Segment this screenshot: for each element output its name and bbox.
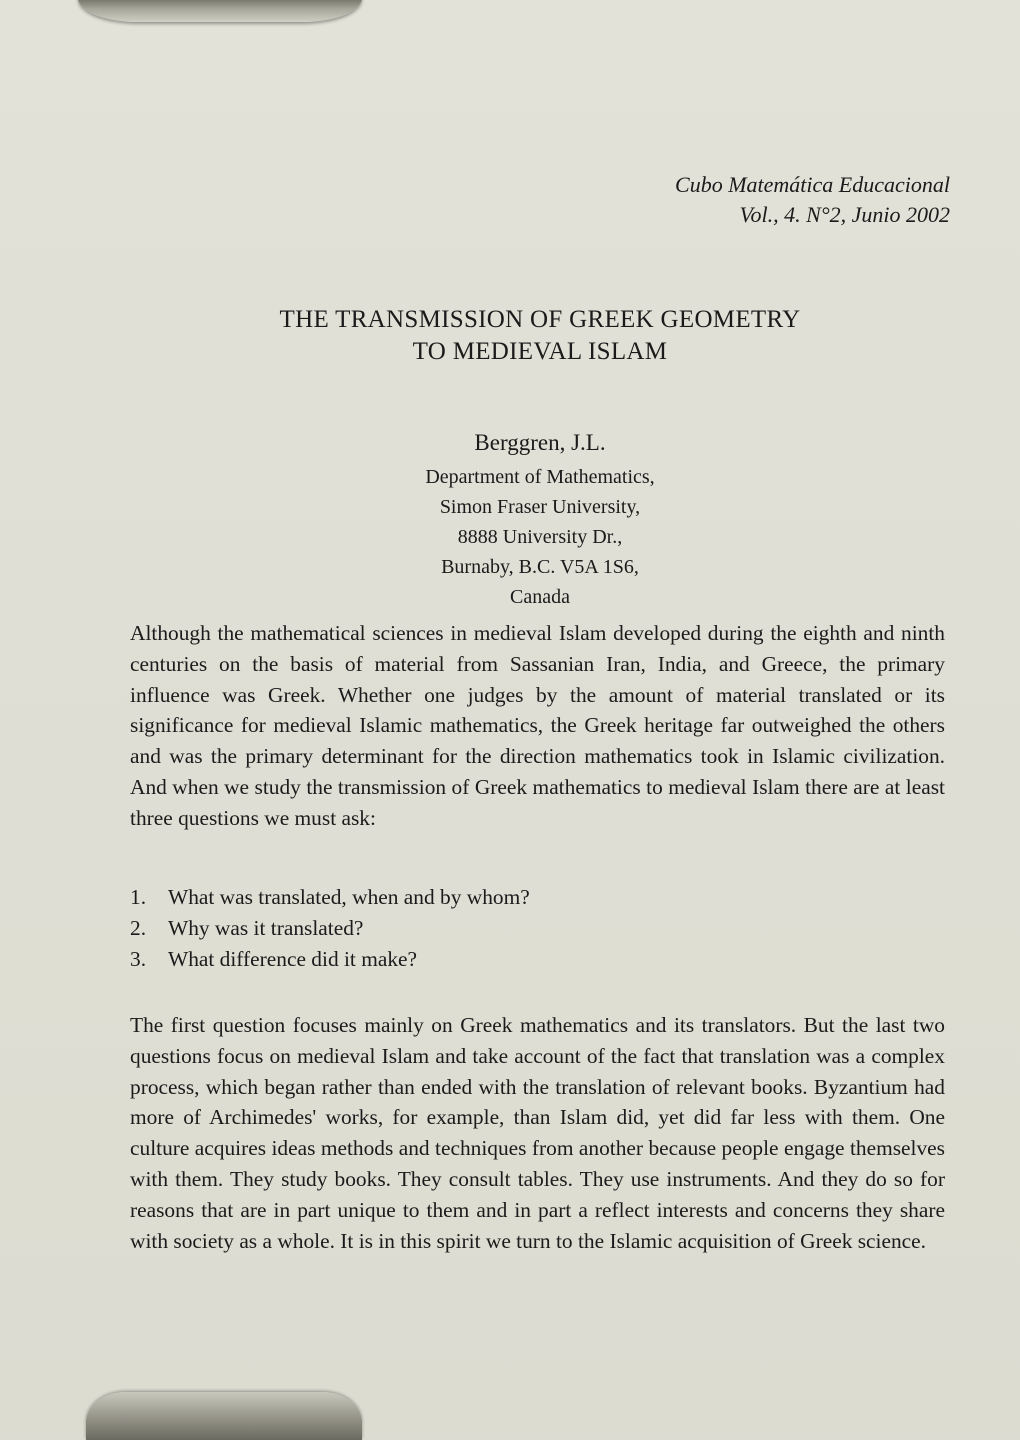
affiliation-line: Department of Mathematics, xyxy=(425,466,655,488)
second-paragraph: The first question focuses mainly on Greek mathematics and its translators. But the last two questions focus on medieval Islam and take account of the fact that translation was a complex process, which began rather than ended with the translation of relevant books. Byzantium had more of Archimedes' works, for example, than Islam did, yet did far less with them. One culture acquires ideas methods and techniques from another because people engage themselves with them. They study books. They consult tables. They use instruments. And they do so for reasons that are in part unique to them and in part a reflect interests and concerns they share with society as a whole. It is in this spirit we turn to the Islamic acquisition of Greek science. xyxy=(130,1013,945,1253)
article-title xyxy=(0,304,1020,368)
affiliation-line: Simon Fraser University, xyxy=(439,496,641,518)
question-list xyxy=(130,882,530,974)
list-number: 2. xyxy=(130,915,147,940)
list-text: What difference did it make? xyxy=(168,946,418,971)
list-number: 1. xyxy=(130,885,147,909)
affiliation-line: Burnaby, B.C. V5A 1S6, xyxy=(441,556,639,578)
opening-paragraph: Although the mathematical sciences in medieval Islam developed during the eighth and ninth centuries on the basis of material from Sassanian Iran, India, and Greece, the primary influence was Greek. Whether one judges by the amount of material translated or its significance for medieval Islamic mathematics, the Greek heritage far outweighed the others and was the primary determinant for the direction mathematics took in Islamic civilization. And when we study the transmission of Greek mathematics to medieval Islam there are at least three questions we must ask: xyxy=(130,621,945,830)
list-text: What was translated, when and by whom? xyxy=(168,885,530,909)
list-item xyxy=(130,944,530,975)
author-block xyxy=(300,424,780,612)
list-item xyxy=(130,913,530,944)
author-name: Berggren, J.L. xyxy=(474,430,606,455)
title-line-2: TO MEDIEVAL ISLAM xyxy=(412,338,668,365)
list-item xyxy=(130,882,530,913)
affiliation-line: 8888 University Dr., xyxy=(457,526,623,548)
binder-clip-top xyxy=(78,0,362,22)
journal-header xyxy=(675,170,950,230)
list-text: Why was it translated? xyxy=(168,915,364,940)
affiliation-line: Canada xyxy=(510,586,570,608)
list-number: 3. xyxy=(130,946,147,971)
title-line-1: THE TRANSMISSION OF GREEK GEOMETRY xyxy=(279,306,801,333)
journal-name: Cubo Matemática Educacional xyxy=(675,172,950,197)
journal-issue: Vol., 4. N°2, Junio 2002 xyxy=(739,202,950,227)
